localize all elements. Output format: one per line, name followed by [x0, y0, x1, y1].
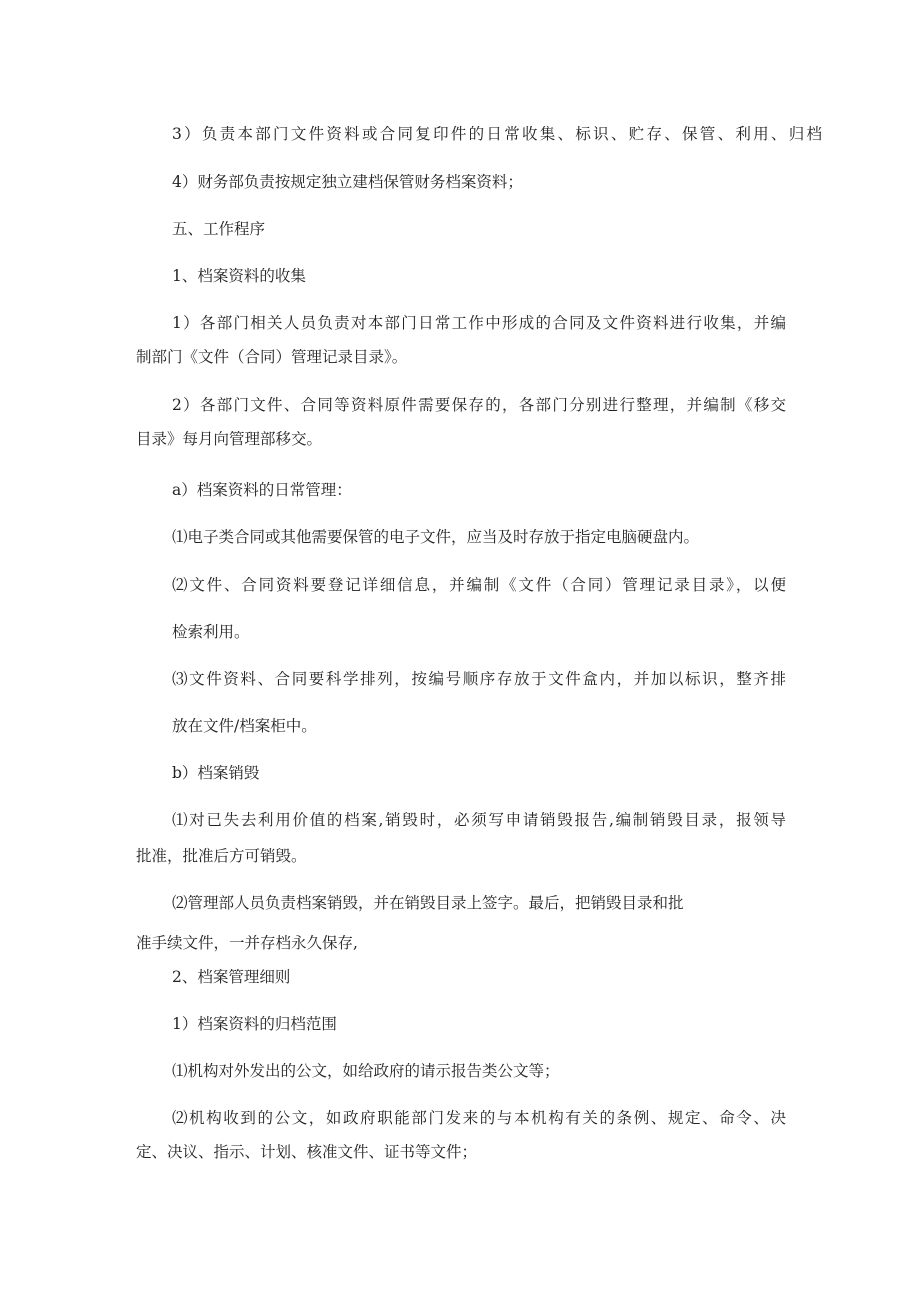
paragraph-line: 制部门《文件（合同）管理记录目录》。 [136, 348, 408, 366]
subsection-heading: 2、档案管理细则 [172, 968, 291, 986]
paragraph-line: ⑵机构收到的公文，如政府职能部门发来的与本机构有关的条例、规定、命令、决 [172, 1109, 786, 1127]
paragraph-line: 1）档案资料的归档范围 [172, 1015, 337, 1033]
paragraph-line: 4）财务部负责按规定独立建档保管财务档案资料； [172, 173, 523, 191]
paragraph-line: 1）各部门相关人员负责对本部门日常工作中形成的合同及文件资料进行收集，并编 [172, 314, 786, 332]
paragraph-line: 定、决议、指示、计划、核准文件、证书等文件； [136, 1143, 478, 1161]
paragraph-line: 检索利用。 [172, 623, 250, 641]
paragraph-line: b）档案销毁 [172, 764, 260, 782]
subsection-heading: 1、档案资料的收集 [172, 267, 306, 285]
paragraph-line: ⑵管理部人员负责档案销毁，并在销毁目录上签字。最后，把销毁目录和批 [172, 894, 684, 912]
paragraph-line: 放在文件/档案柜中。 [172, 717, 317, 735]
paragraph-line: 3）负责本部门文件资料或合同复印件的日常收集、标识、贮存、保管、利用、归档 [172, 125, 822, 143]
section-heading: 五、工作程序 [172, 220, 266, 238]
paragraph-line: ⑵文件、合同资料要登记详细信息，并编制《文件（合同）管理记录目录》，以便 [172, 576, 786, 594]
paragraph-line: 准手续文件，一并存档永久保存, [136, 934, 358, 952]
paragraph-line: ⑶文件资料、合同要科学排列，按编号顺序存放于文件盒内，并加以标识，整齐排 [172, 670, 786, 688]
paragraph-line: 2）各部门文件、合同等资料原件需要保存的，各部门分别进行整理，并编制《移交 [172, 396, 786, 414]
paragraph-line: 目录》每月向管理部移交。 [136, 430, 323, 448]
paragraph-line: ⑴对已失去利用价值的档案,销毁时，必须写申请销毁报告,编制销毁目录，报领导 [172, 811, 786, 829]
paragraph-line: ⑴电子类合同或其他需要保管的电子文件，应当及时存放于指定电脑硬盘内。 [172, 528, 700, 546]
paragraph-line: a）档案资料的日常管理： [172, 481, 352, 499]
paragraph-line: ⑴机构对外发出的公文，如给政府的请示报告类公文等； [172, 1062, 560, 1080]
paragraph-line: 批准，批准后方可销毁。 [136, 847, 307, 865]
